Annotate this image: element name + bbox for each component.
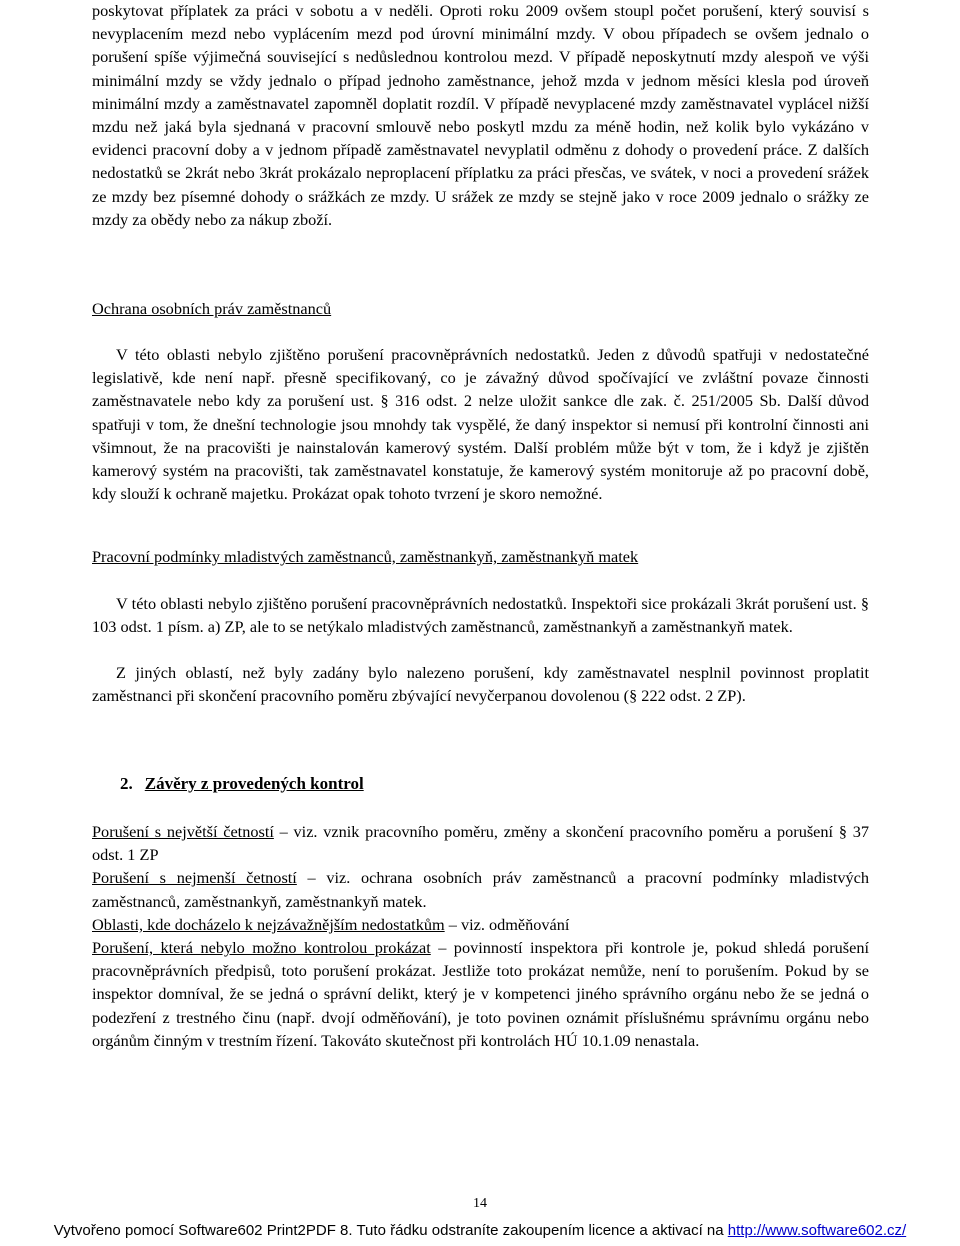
heading-working-conditions: Pracovní podmínky mladistvých zaměstnanců, zaměstnankyň, zaměstnankyň matek (92, 547, 639, 566)
conclusion-most-text: – viz. vznik pracovního poměru, změny a skončení pracovního poměru a porušení § 37 odst. 1 ZP (92, 822, 869, 865)
heading-personal-rights: Ochrana osobních práv zaměstnanců (92, 299, 332, 318)
conclusions-block (92, 820, 869, 1052)
conclusion-unproven (92, 936, 869, 1052)
paragraph-wages: poskytovat příplatek za práci v sobotu a v neděli. Oproti roku 2009 ovšem stoupl počet porušení, který souvisí s nevyplacením mezd nebo vyplácením mezd pod úrovní minimální mzdy. V obou případech se ovšem jednalo o porušení spíše výjimečná související s nedůslednou kontrolou mezd. V případě neposkytnutí mzdy alespoň ve výši minimální mzdy se vždy jednalo o případ jednoho zaměstnance, jehož mzda v jednom měsíci klesla pod úroveň minimální mzdy a zaměstnavatel zapomněl doplatit rozdíl. V případě nevyplacené mzdy zaměstnavatel vyplácel nižší mzdu než jaká byla sjednaná v pracovní smlouvě nebo poskytl mzdu za méně hodin, než kolik bylo vykázáno v evidenci pracovní doby a v jednom případě zaměstnavatel nevyplatil odměnu z dohody o provedení práce. Z dalších nedostatků se 2krát nebo 3krát prokázalo neproplacení příplatku za práci přesčas, ve svátek, v noci a provedení srážek ze mzdy bez písemné dohody o srážkách ze mzdy. U srážek ze mzdy se stejně jako v roce 2009 jednalo o srážky ze mzdy za obědy nebo za nákup zboží. (92, 1, 869, 229)
conclusion-serious-label: Oblasti, kde docházelo k nejzávažnějším nedostatkům (92, 914, 445, 934)
section-title-text: Závěry z provedených kontrol (144, 774, 364, 793)
section-title (120, 774, 364, 794)
conclusion-most-label: Porušení s největší četností (92, 822, 274, 841)
footer-text: Vytvořeno pomocí Software602 Print2PDF 8. Tuto řádku odstraníte zakoupením licence a aktivací na (53, 1222, 728, 1239)
conclusion-most (92, 820, 869, 866)
footer-watermark (0, 1222, 960, 1239)
paragraph-working-conditions-2: Z jiných oblastí, než byly zadány bylo nalezeno porušení, kdy zaměstnavatel nesplnil povinnost proplatit zaměstnanci při skončení pracovního poměru zbývající nevyčerpanou dovolenou (§ 222 odst. 2 ZP). (92, 663, 869, 706)
conclusion-unproven-text: – povinností inspektora při kontrole je, pokud shledá porušení pracovněprávních předpisů, toto porušení prokázat. Jestliže toto prokázat nemůže, není to porušením. Pokud by se inspektor domníval, že se jedná o správní delikt, který je v kompetenci jiného správního orgánu nebo že se jedná o podezření z trestného činu (např. dvojí odměňování), je toto povinen oznámit příslušnému správnímu orgánu nebo orgánům činným v trestním řízení. Takováto skutečnost při kontrolách HÚ 10.1.09 nenastala. (92, 938, 869, 1050)
conclusion-least-label: Porušení s nejmenší četností (92, 868, 297, 888)
conclusion-serious (92, 913, 869, 936)
page-number: 14 (473, 1196, 487, 1211)
paragraph-personal-rights: V této oblasti nebylo zjištěno porušení pracovněprávních nedostatků. Jeden z důvodů spatřuji v nedostatečné legislativě, kde není např. přesně specifikovaný, co je závažný důvod spočívající ve zvláštní povaze činnosti zaměstnavatele nebo kdy za porušení ust. § 316 odst. 2 nelze uložit sankce dle zak. č. 251/2005 Sb. Další důvod spatřuji v tom, že dnešní technologie jsou mnohdy tak vyspělé, že daný inspektor si nemusí při kontrolní činnosti ani všimnout, že na pracovišti je nainstalován kamerový systém. Další problém může být v tom, že i když je zjištěn kamerový systém na pracovišti, tak zaměstnavatel konstatuje, že kamerový systém monitoruje až po pracovní době, kdy slouží k ochraně majetku. Prokázat opak tohoto tvrzení je skoro nemožné. (92, 345, 869, 504)
conclusion-unproven-label: Porušení, která nebylo možno kontrolou prokázat (92, 938, 431, 958)
footer-link[interactable]: http://www.software602.cz/ (727, 1222, 907, 1239)
section-number: 2. (120, 774, 133, 793)
conclusion-least (92, 866, 869, 912)
paragraph-working-conditions-1: V této oblasti nebylo zjištěno porušení pracovněprávních nedostatků. Inspektoři sice prokázali 3krát porušení ust. § 103 odst. 1 písm. a) ZP, ale to se netýkalo mladistvých zaměstnanců, zaměstnankyň a zaměstnankyň matek. (92, 594, 869, 637)
conclusion-least-text: – viz. ochrana osobních práv zaměstnanců a pracovní podmínky mladistvých zaměstnanců, zaměstnankyň, zaměstnankyň matek. (92, 868, 869, 911)
conclusion-serious-text: – viz. odměňování (444, 914, 570, 934)
